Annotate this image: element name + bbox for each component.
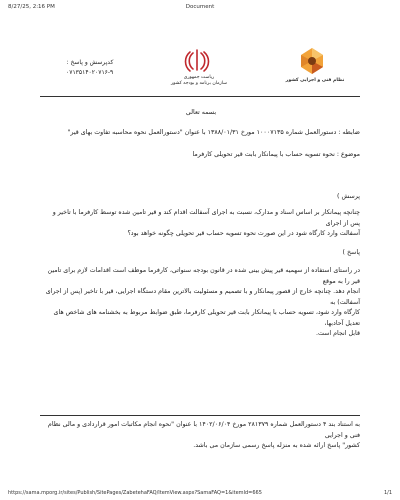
print-datetime: 8/27/25, 2:16 PM (8, 4, 55, 10)
footnote-line-1: به استناد بند ۴ دستورالعمل شماره ۲۸۱۳۷۹ مورخ ۱۴۰۲/۰۶/۰۴ با عنوان "نحوه انجام مکاتبات امور قراردادی و مالی نظام فنی و اجرایی (47, 421, 360, 439)
question-section (42, 192, 360, 203)
ministry-line-1: ریاست جمهوری (183, 75, 215, 80)
print-title: Document (185, 4, 215, 10)
print-page-counter: 1/1 (383, 490, 392, 496)
document-body (42, 108, 360, 119)
question-label: پرسش ) (337, 193, 360, 200)
faq-code-block (66, 58, 113, 78)
answer-body (42, 266, 360, 340)
ministry-line-2: سازمان برنامه و بودجه کشور (170, 81, 228, 86)
regulation-line (42, 128, 360, 139)
iran-emblem-icon (183, 48, 211, 74)
footer-rule (40, 415, 360, 416)
subject-text: موضوع : نحوه تسویه حساب با پیمانکار بابت قیر تحویلی کارفرما (192, 151, 360, 158)
answer-line-2: انجام دهد. چنانچه خارج از قصور پیمانکار و با تصمیم و مسئولیت بالاترین مقام دستگاه اجرایی، قیر با تاخیر (پس از اجرای آسفالت) به (45, 288, 360, 306)
faq-code-value: ۰۷۱۳۵۱۴۰۲۰۷۱۶-۹ (66, 69, 114, 76)
question-line-2: آسفالت وارد کارگاه شود در این صورت نحوه تسویه حساب قیر تحویلی چگونه خواهد بود؟ (127, 230, 360, 237)
print-url: https://sama.mporg.ir/sites/Publish/SitePages/ZabetehaFAQ/ItemView.aspx?SamaFAQ=1&itemId=665 (8, 490, 262, 496)
question-body (42, 208, 360, 240)
header-rule (40, 96, 360, 97)
footnote (42, 420, 360, 452)
subject-line (42, 150, 360, 161)
answer-line-1: در راستای استفاده از سهمیه قیر پیش بینی شده در قانون بودجه سنواتی، کارفرما موظف است اقدامات لازم برای تامین قیر را به موقع (47, 267, 360, 285)
org-logo-icon (292, 46, 332, 76)
regulation-text: ضابطه : دستورالعمل شماره ۱۰۰۰۷۱۳۵ مورخ ۱۳۸۸/۰۱/۳۱ با عنوان "دستورالعمل نحوه محاسبه تفاوت بهای قیر" (67, 129, 360, 136)
faq-code-label: کدپرسش و پاسخ : (66, 59, 114, 66)
answer-section (42, 248, 360, 259)
org-name: نظام فنی و اجرایی کشور (285, 78, 345, 83)
question-line-1: چنانچه پیمانکار بر اساس اسناد و مدارک، نسبت به اجرای آسفالت اقدام کند و قیر تامین شده توسط کارفرما با تاخیر و پس از اجرای (52, 209, 360, 227)
answer-line-3: کارگاه وارد شود، تسویه حساب با پیمانکار بابت قیر تحویلی کارفرما، طبق ضوابط مربوط به بخشنامه های شاخص های تعدیل آحادبها، (53, 309, 360, 327)
footnote-line-2: کشور" پاسخ ارائه شده به منزله پاسخ رسمی سازمان می باشد. (193, 442, 360, 449)
bismillah: بسمه تعالی (185, 109, 217, 116)
ministry-caption (170, 75, 228, 87)
answer-line-4: قابل انجام است. (315, 330, 360, 337)
answer-label: پاسخ ) (342, 249, 360, 256)
